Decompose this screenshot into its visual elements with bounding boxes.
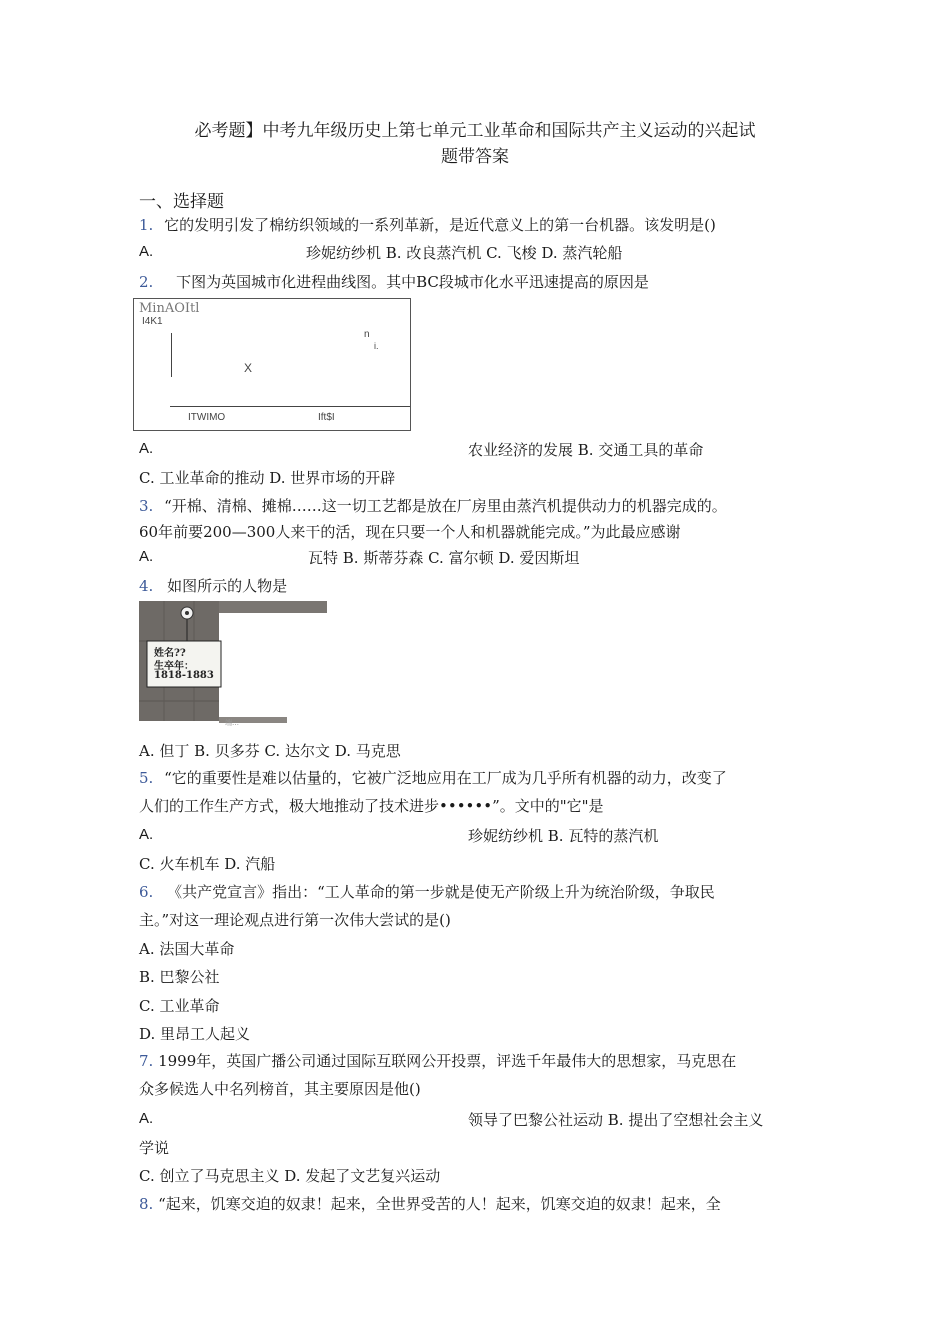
figure-text: MinAOItl	[139, 301, 200, 316]
figure-text: n	[364, 329, 370, 340]
options-text: 珍妮纺纱机 B. 瓦特的蒸汽机	[468, 827, 659, 845]
question-text: 《共产党宣言》指出：“工人革命的第一步就是使无产阶级上升为统治阶级，争取民	[167, 883, 715, 901]
question-number: 3.	[139, 497, 154, 515]
question-number: 2.	[139, 273, 154, 291]
document-title-line2: 题带答案	[441, 147, 509, 167]
figure-text: i.	[374, 341, 379, 351]
options-text: A. 但丁 B. 贝多芬 C. 达尔文 D. 马克思	[139, 742, 401, 760]
options-text: 农业经济的发展 B. 交通工具的革命	[468, 441, 704, 459]
options-text: C. 火车机车 D. 汽船	[139, 855, 276, 873]
question-text: 1999年，英国广播公司通过国际互联网公开投票，评选千年最伟大的思想家，马克思在	[158, 1052, 737, 1070]
question-number: 6.	[139, 883, 154, 901]
question-number: 8.	[139, 1195, 154, 1213]
question-6	[139, 881, 715, 902]
document-title-line1: 必考题】中考九年级历史上第七单元工业革命和国际共产主义运动的兴起试	[194, 121, 756, 141]
urbanization-chart-figure	[133, 298, 411, 431]
question-8	[139, 1193, 721, 1214]
question-text-cont: 人们的工作生产方式，极大地推动了技术进步••••••”。文中的"它"是	[139, 797, 604, 815]
card-text: 1818-1883	[154, 670, 214, 681]
question-text: 它的发明引发了棉纺织领域的一系列革新，是近代意义上的第一台机器。该发明是()	[164, 216, 716, 234]
options-text: 学说	[139, 1139, 170, 1157]
options-text: C. 创立了马克思主义 D. 发起了文艺复兴运动	[139, 1167, 441, 1185]
options-text: C. 工业革命的推动 D. 世界市场的开辟	[139, 469, 396, 487]
figure-text: I4K1	[142, 316, 163, 327]
portrait-photo-figure	[139, 601, 327, 726]
question-3	[139, 495, 727, 516]
option-label: A.	[139, 243, 154, 260]
options-text: 领导了巴黎公社运动 B. 提出了空想社会主义	[468, 1111, 764, 1129]
question-text: “起来，饥寒交迫的奴隶！起来，全世界受苦的人！起来，饥寒交迫的奴隶！起来，全	[158, 1195, 721, 1213]
question-text-cont: 60年前要200—300人来干的活，现在只要一个人和机器就能完成。”为此最应感谢	[139, 523, 681, 541]
question-5	[139, 767, 727, 788]
x-axis-line	[170, 406, 410, 407]
figure-text: ITWIMO	[188, 412, 226, 423]
option-label: A.	[139, 548, 154, 565]
question-text: 下图为英国城市化进程曲线图。其中BC段城市化水平迅速提高的原因是	[176, 273, 649, 291]
card-text: 姓名??	[154, 648, 186, 659]
y-axis-line	[171, 333, 172, 377]
question-number: 1.	[139, 216, 154, 234]
card-text: 生卒年：	[154, 661, 194, 672]
options-text: 珍妮纺纱机 B. 改良蒸汽机 C. 飞梭 D. 蒸汽轮船	[306, 244, 623, 262]
figure-caption: 端…	[225, 719, 239, 727]
option-item: B. 巴黎公社	[139, 968, 220, 986]
question-text: 如图所示的人物是	[167, 577, 288, 595]
option-item: C. 工业革命	[139, 997, 220, 1015]
question-1	[139, 214, 716, 235]
option-item: D. 里昂工人起义	[139, 1025, 251, 1043]
question-text: “它的重要性是难以估量的，它被广泛地应用在工厂成为几乎所有机器的动力，改变了	[164, 769, 727, 787]
figure-text: Ift$I	[318, 412, 335, 423]
question-number: 7.	[139, 1052, 154, 1070]
figure-text: X	[244, 361, 253, 375]
question-text-cont: 主。”对这一理论观点进行第一次伟大尝试的是()	[139, 911, 451, 929]
question-2	[139, 271, 649, 292]
question-text: “开棉、清棉、摊棉……这一切工艺都是放在厂房里由蒸汽机提供动力的机器完成的。	[164, 497, 727, 515]
question-7	[139, 1050, 736, 1071]
options-text: 瓦特 B. 斯蒂芬森 C. 富尔顿 D. 爱因斯坦	[308, 549, 580, 567]
section-heading: 一、选择题	[139, 192, 224, 212]
option-label: A.	[139, 440, 154, 457]
question-4	[139, 575, 287, 596]
question-number: 5.	[139, 769, 154, 787]
option-label: A.	[139, 826, 154, 843]
option-label: A.	[139, 1110, 154, 1127]
question-text-cont: 众多候选人中名列榜首，其主要原因是他()	[139, 1080, 421, 1098]
option-item: A. 法国大革命	[139, 940, 235, 958]
question-number: 4.	[139, 577, 154, 595]
